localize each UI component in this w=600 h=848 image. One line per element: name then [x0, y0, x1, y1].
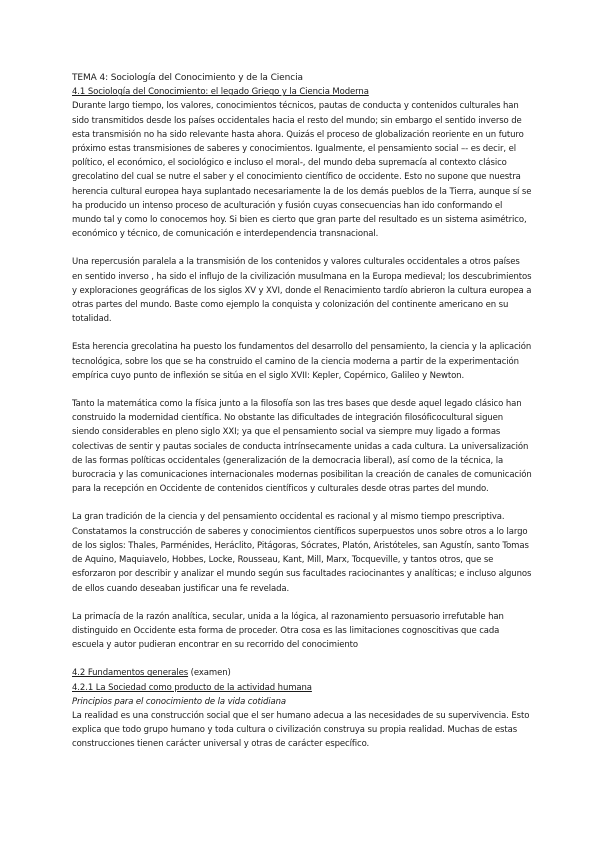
paragraph: La realidad es una construcción social que el ser humano adecua a las necesidades de su supervivencia. Esto explica que todo grupo humano y toda cultura o civilización construya su propia realidad. Muchas de estas construcciones tienen carácter universal y otras de carácter específico.: [72, 710, 530, 750]
document-title: TEMA 4: Sociología del Conocimiento y de la Ciencia: [72, 73, 303, 83]
paragraph: La gran tradición de la ciencia y del pensamiento occidental es racional y al mismo tiempo prescriptiva. Constatamos la construcción de saberes y conocimientos científicos superpuestos unos sobre otros a lo largo de los siglos: Thales, Parménides, Heráclito, Pitágoras, Sócrates, Platón, Aristóteles, san Agustín, santo Tomas de Aquino, Maquiavelo, Hobbes, Locke, Rousseau, Kant, Mill, Marx, Tocqueville, y tantos otros, que se esforzaron por describir y analizar el mundo según sus facultades raciocinantes y analíticas; e incluso algunos de ellos cuando deseaban justificar una fe revelada.: [72, 512, 532, 594]
document-page: [72, 71, 532, 752]
section-heading-4-2: [72, 666, 532, 680]
paragraph: Esta herencia grecolatina ha puesto los fundamentos del desarrollo del pensamiento, la ciencia y la aplicación tecnológica, sobre los que se ha construido el camino de la ciencia moderna a partir de la experimentación empírica cuyo punto de inflexión se sitúa en el siglo XVII: Kepler, Copérnico, Galileo y Newton.: [72, 342, 532, 381]
section-heading-4-1: 4.1 Sociología del Conocimiento: el legado Griego y la Ciencia Moderna: [72, 87, 369, 98]
paragraph: La primacía de la razón analítica, secular, unida a la lógica, al razonamiento persuasorio irrefutable han distinguido en Occidente esta forma de proceder. Otra cosa es las limitaciones cognoscitivas que cada escuela y autor pudieran encontrar en su recorrido del conocimiento: [72, 611, 504, 651]
section-heading-4-2-1: 4.2.1 La Sociedad como producto de la actividad humana: [72, 682, 312, 693]
section-heading-4-2-title: 4.2 Fundamentos generales: [72, 668, 189, 679]
section-heading-4-2-suffix: (examen): [188, 668, 231, 679]
subsection-italic-title: Principios para el conocimiento de la vida cotidiana: [72, 696, 287, 707]
paragraph: Tanto la matemática como la física junto a la filosofía son las tres bases que desde aquel legado clásico han construido la modernidad científica. No obstante las dificultades de integración filosóficocultural siguen siendo considerables en pleno siglo XXI; ya que el pensamiento social va siempre muy ligado a formas colectivas de sentir y pautas sociales de conducta intrínsecamente unidas a cada cultura. La universalización de las formas políticas occidentales (generalización de la democracia liberal), así como de la técnica, la burocracia y las comunicaciones internacionales modernas posibilitan la creación de canales de comunicación para la recepción en Occidente de contenidos científicos y culturales desde otras partes del mundo.: [72, 399, 532, 495]
paragraph: Una repercusión paralela a la transmisión de los contenidos y valores culturales occidentales a otros países en sentido inverso , ha sido el influjo de la civilización musulmana en la Europa medieval; los descubrimientos y exploraciones geográficas de los siglos XV y XVI, donde el Renacimiento tardío abrieron la cultura europea a otras partes del mundo. Baste como ejemplo la conquista y colonización del continente americano en su totalidad.: [72, 257, 532, 325]
paragraph: Durante largo tiempo, los valores, conocimientos técnicos, pautas de conducta y contenidos culturales han sido transmitidos desde los países occidentales hacia el resto del mundo; sin embargo el sentido inverso de esta transmisión no ha sido relevante hasta ahora. Quizás el proceso de globalización reoriente en un futuro próximo estas transmisiones de saberes y conocimientos. Igualmente, el pensamiento social –- es decir, el político, el económico, el sociológico e incluso el moral-, del mundo deba supremacía al contexto clásico grecolatino del cual se nutre el saber y el conocimiento científico de occidente. Esto no supone que nuestra herencia cultural europea haya suplantado necesariamente la de los demás pueblos de la Tierra, aunque sí se ha producido un intenso proceso de aculturación y fusión cuyas consecuencias han ido conformando el mundo tal y como lo conocemos hoy. Si bien es cierto que gran parte del resultado es un sistema asimétrico, económico y técnico, de comunicación e interdependencia transnacional.: [72, 101, 532, 240]
